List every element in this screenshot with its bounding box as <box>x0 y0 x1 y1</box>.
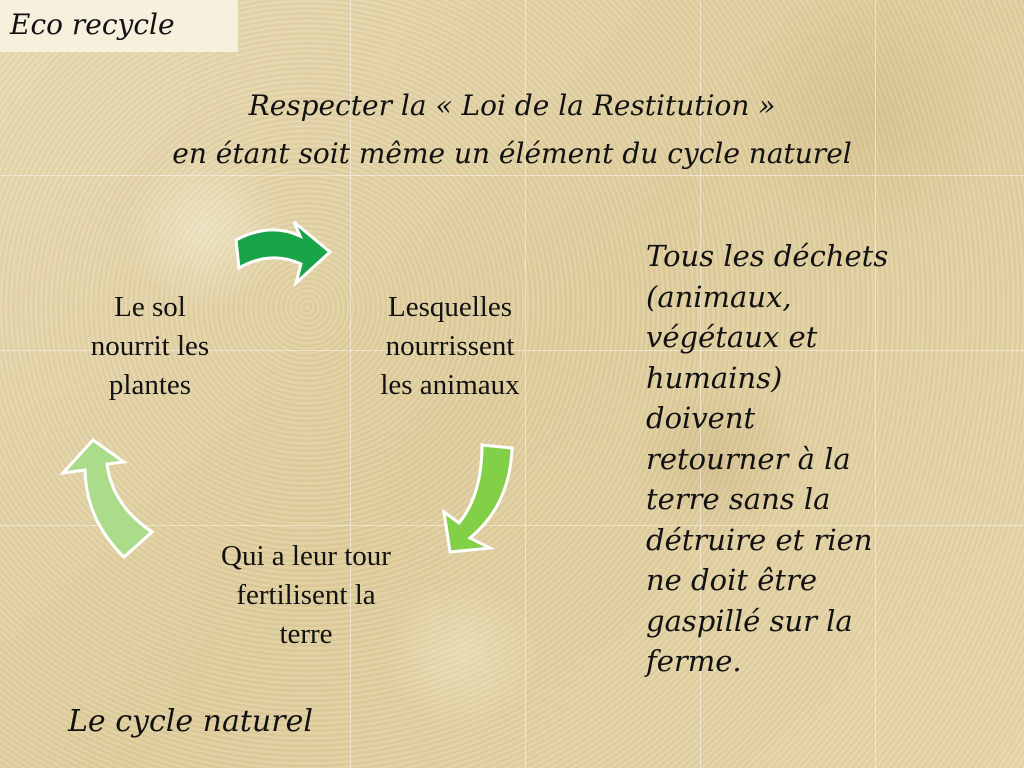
side-line: ferme. <box>646 644 742 678</box>
side-line: ne doit être <box>646 563 818 597</box>
cycle-step-plants-line-1: Lesquelles <box>387 291 512 323</box>
cycle-step-soil <box>50 288 250 405</box>
cycle-step-soil-line-3: plantes <box>108 369 192 401</box>
subtitle-line-2: en étant soit même un élément du cycle naturel <box>172 137 852 170</box>
arrow-top-icon <box>236 222 330 283</box>
cycle-step-plants-line-3: les animaux <box>380 369 520 401</box>
cycle-step-plants-line-2: nourrissent <box>385 330 515 362</box>
side-line: terre sans la <box>646 482 831 516</box>
side-line: humains) <box>646 360 783 395</box>
side-line: végétaux et <box>646 320 818 354</box>
cycle-step-animals <box>176 537 436 654</box>
side-line: (animaux, <box>646 279 792 314</box>
cycle-step-soil-line-2: nourrit les <box>90 330 210 362</box>
side-line: Tous les déchets <box>646 239 889 273</box>
side-line: détruire et rien <box>646 522 873 557</box>
cycle-step-plants <box>340 288 560 405</box>
side-paragraph <box>646 236 986 682</box>
subtitle-line-1: Respecter la « Loi de la Restitution » <box>248 89 776 122</box>
cycle-step-animals-line-2: fertilisent la <box>236 579 376 611</box>
side-line: retourner à la <box>646 441 851 476</box>
cycle-step-soil-line-1: Le sol <box>114 291 186 323</box>
cycle-step-animals-line-3: terre <box>279 618 333 650</box>
cycle-label: Le cycle naturel <box>68 704 313 739</box>
side-line: doivent <box>646 401 756 435</box>
slide-tag: Eco recycle <box>0 0 238 52</box>
arrow-right-icon <box>444 445 512 552</box>
arrow-left-icon <box>63 440 152 557</box>
cycle-step-animals-line-1: Qui a leur tour <box>221 540 391 572</box>
side-line: gaspillé sur la <box>646 603 853 638</box>
